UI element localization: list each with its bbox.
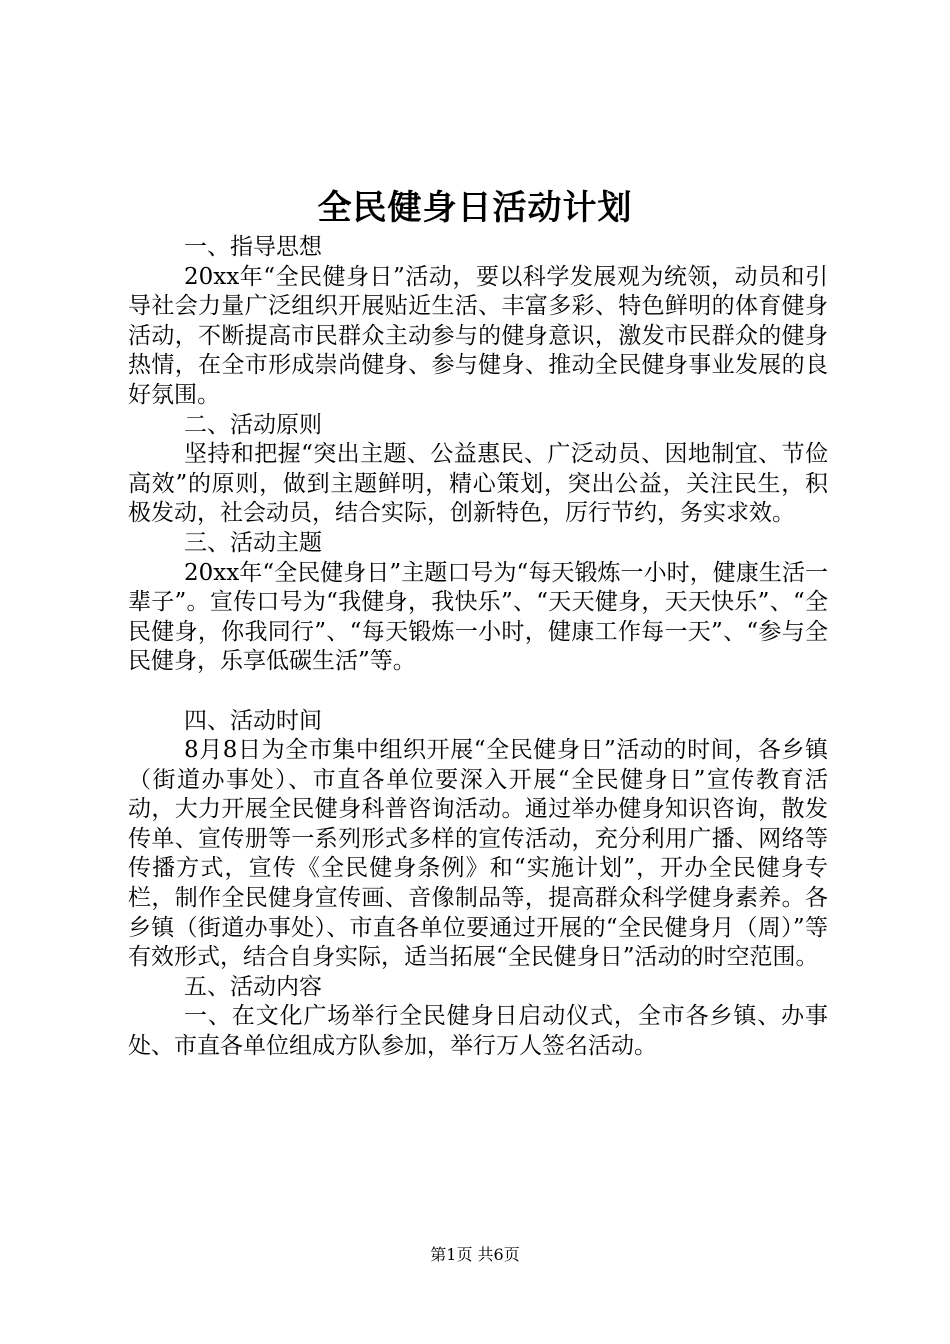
section-heading-guiding-ideology: 一、指导思想 bbox=[184, 234, 322, 260]
document-title: 全民健身日活动计划 bbox=[317, 188, 633, 228]
section-paragraph-guiding-ideology: 20xx年“全民健身日”活动，要以科学发展观为统领，动员和引导社会力量广泛组织开展贴近生活、丰富多彩、特色鲜明的体育健身活动，不断提高市民群众主动参与的健身意识，激发市民群众的健身热情，在全市形成崇尚健身、参与健身、推动全民健身事业发展的良好氛围。 bbox=[128, 263, 828, 408]
document-body bbox=[128, 233, 828, 1062]
section-heading-content: 五、活动内容 bbox=[184, 973, 322, 1000]
page-footer: 第1页 共6页 bbox=[430, 1245, 520, 1264]
section-paragraph-time: 8月8日为全市集中组织开展“全民健身日”活动的时间，各乡镇（街道办事处）、市直各单位要深入开展“全民健身日”宣传教育活动，大力开展全民健身科普咨询活动。通过举办健身知识咨询，散发传单、宣传册等一系列形式多样的宣传活动，充分利用广播、网络等传播方式，宣传《全民健身条例》和“实施计划”，开办全民健身专栏，制作全民健身宣传画、音像制品等，提高群众科学健身素养。各乡镇（街道办事处）、市直各单位要通过开展的“全民健身月（周）”等有效形式，结合自身实际，适当拓展“全民健身日”活动的时空范围。 bbox=[128, 737, 828, 971]
section-paragraph-content: 一、在文化广场举行全民健身日启动仪式，全市各乡镇、办事处、市直各单位组成方队参加，举行万人签名活动。 bbox=[128, 1003, 828, 1060]
section-heading-principles: 二、活动原则 bbox=[184, 411, 322, 438]
section-heading-time: 四、活动时间 bbox=[184, 707, 322, 734]
section-paragraph-theme: 20xx年“全民健身日”主题口号为“每天锻炼一小时，健康生活一辈子”。宣传口号为“我健身，我快乐”、“天天健身，天天快乐”、“全民健身，你我同行”、“每天锻炼一小时，健康工作每一天”、“参与全民健身，乐享低碳生活”等。 bbox=[128, 559, 828, 675]
section-paragraph-principles: 坚持和把握“突出主题、公益惠民、广泛动员、因地制宜、节俭高效”的原则，做到主题鲜明，精心策划，突出公益，关注民生，积极发动，社会动员，结合实际，创新特色，厉行节约，务实求效。 bbox=[128, 441, 828, 527]
section-heading-theme: 三、活动主题 bbox=[184, 529, 322, 556]
paragraph-spacer bbox=[128, 677, 828, 707]
